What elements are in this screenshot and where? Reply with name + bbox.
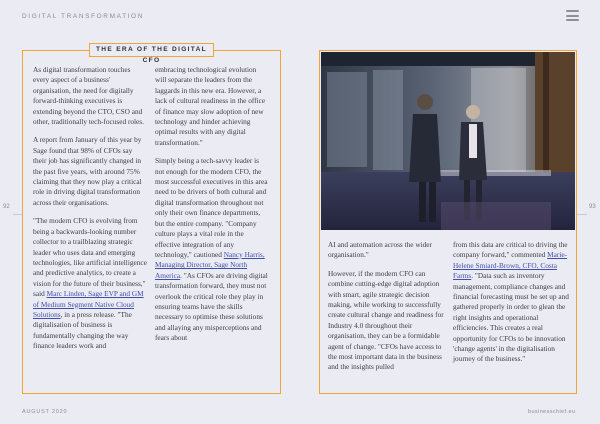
- page-number-left: 92: [3, 204, 10, 210]
- footer-date: AUGUST 2020: [22, 409, 68, 415]
- paragraph: As digital transformation touches every aspect of a business' organisation, the need for digitally forward-thinking executives is extending beyond the CTO, CSO and other, traditionally tech-focused roles.: [33, 65, 144, 127]
- paragraph: Simply being a tech-savvy leader is not enough for the modern CFO, the most successful executives in this area need to be drivers of both cultural and digital transformation throughout not only their own finance departments, but the entire company. "Company culture plays a vital role in the effective integration of any technology," cautioned Nancy Harris, Managing Director, Sage North America. "As CFOs are driving digital transformation forward, they must not overlook the critical role they play in ensuring teams have the skills necessary to optimise these solutions and allaying any misperceptions and fears about: [155, 156, 268, 343]
- paragraph: A report from January of this year by Sage found that 98% of CFOs say their job has significantly changed in the past five years, with around 75% claiming that they now play a critical role in driving digital transformation across their organisations.: [33, 135, 142, 207]
- article-photo: [321, 52, 575, 230]
- paragraph: AI and automation across the wider organisation.": [328, 240, 432, 260]
- section-header-title: DIGITAL TRANSFORMATION: [22, 13, 144, 20]
- article-column-1: [33, 65, 147, 360]
- link-nancy-harris[interactable]: Nancy Harris, Managing Director, Sage North America: [155, 249, 265, 280]
- page-marker-line-left: [13, 214, 22, 215]
- page-number-right: 93: [589, 204, 596, 210]
- hamburger-menu-icon[interactable]: [566, 10, 579, 21]
- paragraph: However, if the modern CFO can combine cutting-edge digital adoption with smart, agile strategic decision making, while working to successfully create cultural change and readiness for Industry 4.0 throughout their organisation, they can be a formidable agent of change. "CFOs have access to the most important data in the business and the insights pulled: [328, 268, 444, 372]
- link-marc-linden[interactable]: Marc Linden, Sage EVP and GM of Medium Segment Native Cloud Solutions: [33, 289, 144, 319]
- paragraph: embracing technological evolution will separate the leaders from the laggards in this new era. However, a lack of cultural readiness in the office of finance may slow adoption of new technology and hinder achieving optimal results with any digital transformation.": [155, 65, 266, 147]
- article-column-3: [328, 240, 444, 381]
- paragraph: "The modern CFO is evolving from being a backwards-looking number collector to a trailblazing strategic leader who uses data and emerging technologies, like artificial intelligence and predictive analytics, to create a vision for the future of their business," said Marc Linden, Sage EVP and GM of Medium Segment Native Cloud Solutions, in a press release. "The digitalisation of business is fundamentally changing the way finance leaders work and: [33, 216, 147, 351]
- article-column-4: [453, 240, 569, 373]
- section-tag: THE ERA OF THE DIGITAL CFO: [89, 43, 214, 57]
- footer-site[interactable]: businesschief.eu: [528, 409, 576, 415]
- link-marie-helene-smiard-brown[interactable]: Marie-Helene Smiard-Brown, CFO, Costa Farms: [453, 250, 568, 281]
- article-column-2: [155, 65, 269, 352]
- page-marker-line-right: [577, 214, 587, 215]
- paragraph: from this data are critical to driving the company forward," commented Marie-Helene Smiard-Brown, CFO, Costa Farms. "Data such as inventory management, compliance changes and financial forecasting must be set up and gathered properly in order to glean the right insights and operational efficiencies. This creates a real opportunity for CFOs to be innovation 'change agents' in the digitalisation journey of the business.": [453, 240, 569, 364]
